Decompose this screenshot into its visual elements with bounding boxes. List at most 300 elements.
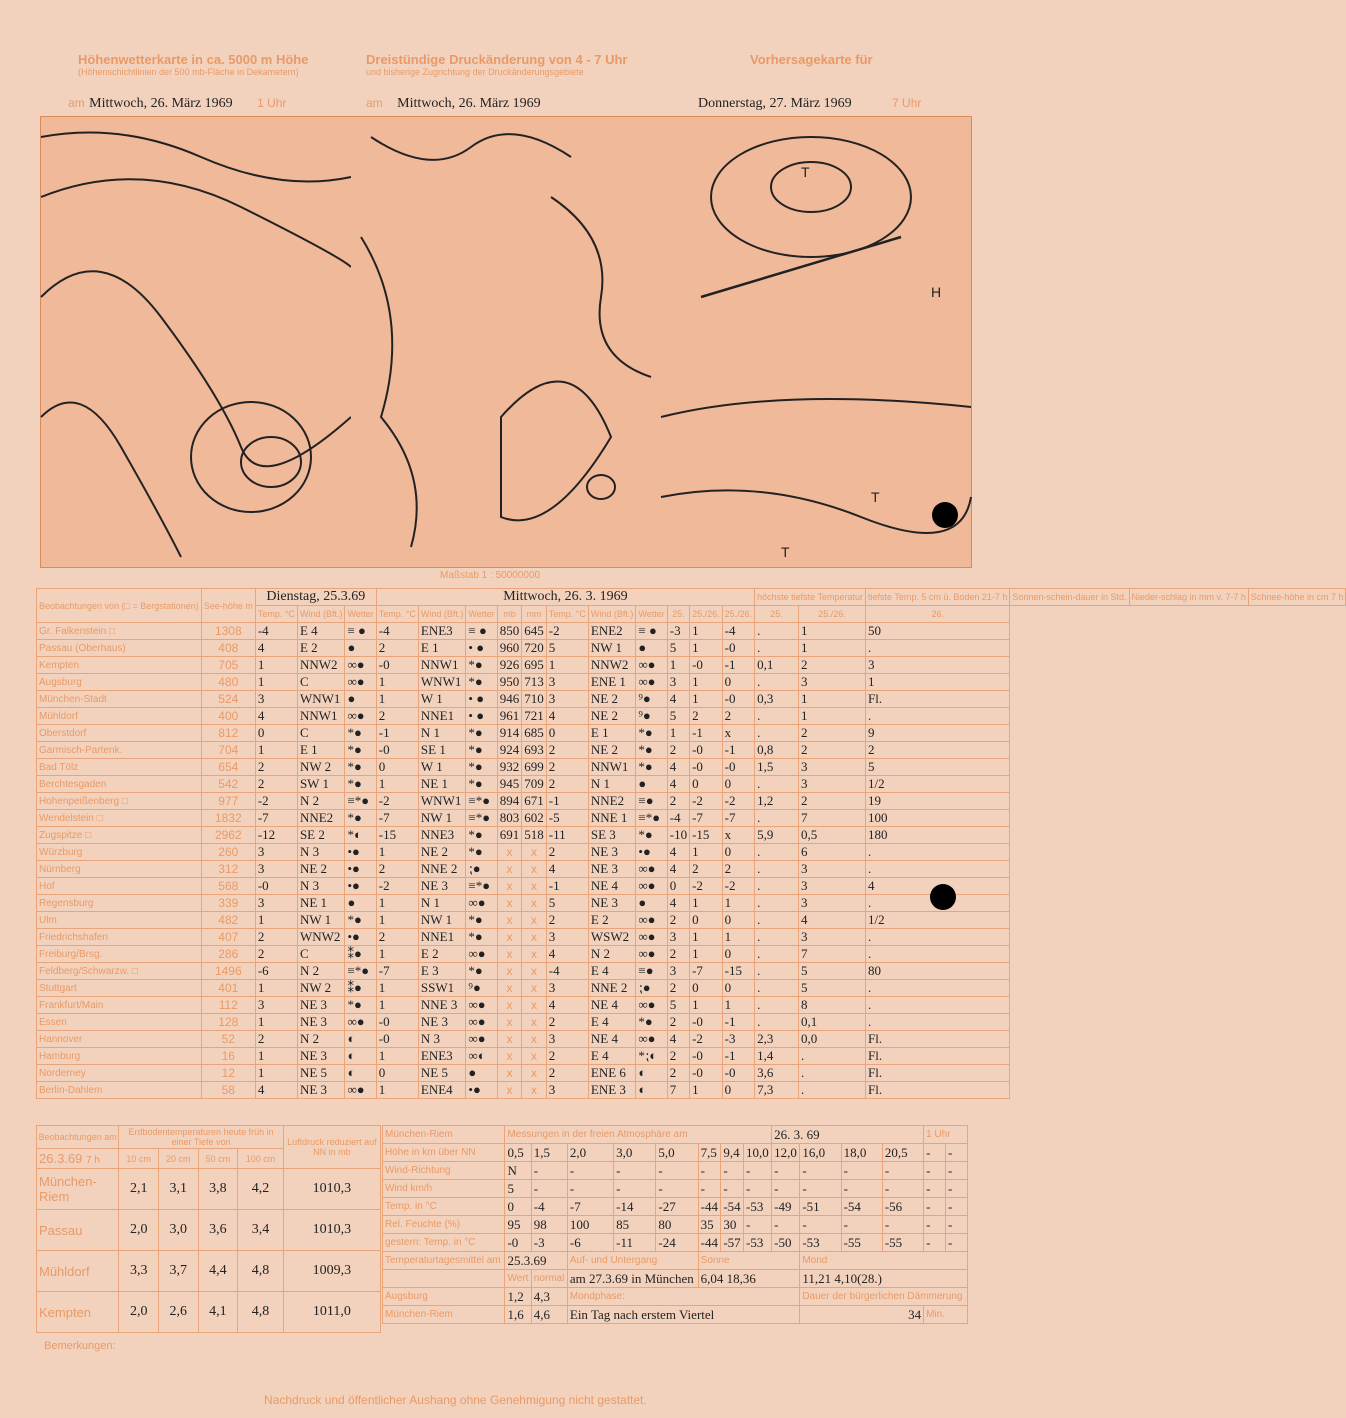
obs-cell: *● — [636, 759, 667, 776]
pressure-change-map-drawing — [351, 117, 661, 567]
atmo-cell: - — [698, 1180, 721, 1198]
obs-cell: N 2 — [297, 963, 345, 980]
obs-cell: 1 — [376, 674, 418, 691]
obs-cell: NNW1 — [297, 708, 345, 725]
atmo-label: Temp. in °C — [383, 1198, 505, 1216]
soil-cell: 3,4 — [238, 1210, 284, 1251]
obs-cell: x — [522, 844, 547, 861]
obs-cell: -3 — [667, 623, 689, 640]
obs-cell: SW 1 — [297, 776, 345, 793]
rise-label: Auf- und Untergang — [567, 1252, 698, 1270]
obs-cell: 1 — [255, 1048, 297, 1065]
atmo-cell: 5,0 — [656, 1144, 698, 1162]
table-row — [383, 1216, 968, 1234]
obs-cell: 3 — [667, 674, 689, 691]
obs-cell: 1 — [690, 623, 723, 640]
obs-cell: NE 2 — [418, 844, 466, 861]
station-name: Passau (Oberhaus) — [37, 640, 202, 657]
obs-subheader: Temp. °C — [376, 606, 418, 623]
atmo-cell: - — [882, 1162, 923, 1180]
obs-subheader: Wind (Bft.) — [418, 606, 466, 623]
obs-cell: 1,4 — [755, 1048, 799, 1065]
map2-subtitle: und bisherige Zugrichtung der Druckänderungsgebiete — [366, 67, 584, 77]
obs-cell: 3 — [255, 691, 297, 708]
obs-cell: 0 — [722, 844, 755, 861]
obs-cell: NE 2 — [588, 691, 636, 708]
obs-cell: 3 — [798, 776, 865, 793]
obs-cell: ● — [345, 691, 376, 708]
obs-cell: 2 — [722, 708, 755, 725]
obs-cell: 4 — [546, 946, 588, 963]
obs-cell: -0 — [722, 640, 755, 657]
obs-cell: *● — [345, 810, 376, 827]
obs-cell: 50 — [866, 623, 1010, 640]
atmo-cell: - — [945, 1144, 967, 1162]
obs-cell: ⁑● — [345, 980, 376, 997]
obs-cell: 1,2 — [755, 793, 799, 810]
soil-cell: 4,8 — [238, 1251, 284, 1292]
obs-cell: NNE 3 — [418, 997, 466, 1014]
obs-cell: WSW2 — [588, 929, 636, 946]
obs-cell: NNE1 — [418, 708, 466, 725]
obs-subheader: Wind (Bft.) — [297, 606, 345, 623]
obs-cell: . — [755, 810, 799, 827]
obs-subheader-date: 25. — [755, 606, 799, 623]
obs-cell: 1 — [798, 691, 865, 708]
obs-cell: SE 2 — [297, 827, 345, 844]
obs-cell: *● — [636, 742, 667, 759]
obs-cell: NE 3 — [418, 1014, 466, 1031]
table-row — [37, 776, 1346, 793]
obs-cell: *● — [466, 759, 497, 776]
obs-cell: x — [497, 1048, 522, 1065]
soil-cell: 1010,3 — [283, 1210, 380, 1251]
obs-cell: NW 2 — [297, 980, 345, 997]
obs-cell: 3 — [798, 878, 865, 895]
obs-cell: ● — [636, 895, 667, 912]
obs-header-min: tiefste Temp. 5 cm ü. Boden 21-7 h — [866, 589, 1010, 606]
atmo-cell: -50 — [772, 1234, 800, 1252]
obs-cell: ● — [345, 640, 376, 657]
obs-cell: 1 — [690, 997, 723, 1014]
obs-cell: 16 — [201, 1048, 255, 1065]
obs-cell: 1 — [255, 1065, 297, 1082]
obs-cell: 1 — [798, 640, 865, 657]
station-name: Berchtesgaden — [37, 776, 202, 793]
obs-header-max: höchste tiefste Temperatur — [755, 589, 866, 606]
riem-label: München-Riem — [383, 1306, 505, 1324]
obs-subheader-date: 25. — [667, 606, 689, 623]
obs-cell: 2 — [255, 946, 297, 963]
station-name: Augsburg — [37, 674, 202, 691]
obs-cell: 693 — [522, 742, 547, 759]
obs-cell: 1 — [376, 691, 418, 708]
obs-cell: ∞● — [636, 929, 667, 946]
atmo-cell: 9,4 — [721, 1144, 744, 1162]
table-row — [37, 912, 1346, 929]
obs-cell: 685 — [522, 725, 547, 742]
obs-cell: x — [497, 895, 522, 912]
obs-cell: x — [497, 1014, 522, 1031]
obs-cell: x — [497, 1082, 522, 1099]
obs-cell: 1/2 — [866, 776, 1010, 793]
atmo-cell: -44 — [698, 1234, 721, 1252]
obs-cell: -6 — [255, 963, 297, 980]
obs-cell: x — [497, 946, 522, 963]
obs-cell: 720 — [522, 640, 547, 657]
obs-cell: . — [755, 929, 799, 946]
obs-cell: 2 — [667, 980, 689, 997]
obs-cell: . — [755, 980, 799, 997]
station-name: Hamburg — [37, 1048, 202, 1065]
obs-cell: 1/2 — [866, 912, 1010, 929]
obs-cell: 0,3 — [755, 691, 799, 708]
obs-cell: -4 — [546, 963, 588, 980]
remarks-label: Bemerkungen: — [44, 1340, 116, 1352]
obs-cell: x — [522, 1065, 547, 1082]
obs-header-station: Beobachtungen von (□ = Bergstationen) — [37, 589, 202, 623]
obs-cell: NE 4 — [588, 1031, 636, 1048]
obs-cell: NNW1 — [418, 657, 466, 674]
soil-cell: 2,6 — [158, 1292, 198, 1333]
obs-cell: NE 3 — [418, 878, 466, 895]
obs-cell: 1 — [690, 1082, 723, 1099]
table-row — [37, 878, 1346, 895]
station-name: Gr. Falkenstein □ — [37, 623, 202, 640]
map1-subtitle: (Höhenschichtlinien der 500 mb-Fläche in Dekametern) — [78, 67, 299, 77]
obs-cell: 3 — [866, 657, 1010, 674]
obs-cell: E 1 — [297, 742, 345, 759]
obs-cell: 2 — [255, 1031, 297, 1048]
atmo-cell: - — [800, 1216, 841, 1234]
obs-cell: 128 — [201, 1014, 255, 1031]
atmo-title: Messungen in der freien Atmosphäre am — [505, 1126, 772, 1144]
soil-station: Mühldorf — [37, 1251, 119, 1292]
obs-cell: 2 — [722, 861, 755, 878]
atmo-cell: 30 — [721, 1216, 744, 1234]
atmo-cell: - — [882, 1180, 923, 1198]
atmo-cell: - — [945, 1198, 967, 1216]
obs-cell: 950 — [497, 674, 522, 691]
atmo-cell: N — [505, 1162, 531, 1180]
atmo-label: Wind-Richtung — [383, 1162, 505, 1180]
obs-header-day2: Mittwoch, 26. 3. 1969 — [376, 589, 754, 606]
obs-cell: 2 — [667, 1048, 689, 1065]
obs-cell: NE 3 — [588, 844, 636, 861]
table-row — [37, 1082, 1346, 1099]
obs-cell: NE 3 — [588, 895, 636, 912]
obs-cell: 2 — [798, 725, 865, 742]
obs-cell: 4 — [255, 640, 297, 657]
obs-cell: -4 — [667, 810, 689, 827]
obs-cell: W 1 — [418, 759, 466, 776]
atmo-cell: - — [744, 1216, 772, 1234]
obs-cell: ◐ — [345, 1065, 376, 1082]
table-row — [37, 623, 1346, 640]
obs-cell: N 3 — [297, 878, 345, 895]
obs-cell: x — [522, 946, 547, 963]
obs-cell: NNE 2 — [588, 980, 636, 997]
obs-cell: 2 — [667, 1014, 689, 1031]
table-row — [383, 1144, 968, 1162]
obs-cell: . — [798, 1065, 865, 1082]
atmo-cell: - — [531, 1162, 567, 1180]
atmo-cell: - — [744, 1180, 772, 1198]
station-name: Würzburg — [37, 844, 202, 861]
footer-note: Nachdruck und öffentlicher Aushang ohne Genehmigung nicht gestattet. — [264, 1393, 647, 1407]
atmo-cell: 100 — [567, 1216, 613, 1234]
obs-cell: NE 3 — [588, 861, 636, 878]
obs-cell: N 3 — [297, 844, 345, 861]
obs-cell: 709 — [522, 776, 547, 793]
obs-cell: *● — [636, 827, 667, 844]
obs-cell: 9 — [866, 725, 1010, 742]
obs-cell: NE 3 — [297, 1014, 345, 1031]
obs-cell: 3 — [667, 963, 689, 980]
svg-text:T: T — [781, 544, 790, 560]
soil-station: Passau — [37, 1210, 119, 1251]
obs-cell: 7 — [667, 1082, 689, 1099]
obs-cell: ● — [345, 895, 376, 912]
weather-maps — [40, 116, 972, 568]
obs-cell: 1 — [376, 946, 418, 963]
obs-cell: -1 — [546, 878, 588, 895]
obs-cell: NE 3 — [297, 1048, 345, 1065]
obs-cell: ∞● — [636, 997, 667, 1014]
obs-cell: 705 — [201, 657, 255, 674]
obs-cell: E 3 — [418, 963, 466, 980]
soil-header-pressure: Luftdruck reduziert auf NN in mb — [283, 1126, 380, 1169]
obs-cell: x — [522, 912, 547, 929]
obs-cell: -0 — [376, 1031, 418, 1048]
station-name: Feldberg/Schwarzw. □ — [37, 963, 202, 980]
table-row — [37, 997, 1346, 1014]
obs-cell: 1 — [376, 895, 418, 912]
obs-cell: 977 — [201, 793, 255, 810]
obs-cell: . — [755, 776, 799, 793]
obs-cell: *● — [345, 759, 376, 776]
obs-cell: 8 — [798, 997, 865, 1014]
map2-am: am — [366, 96, 383, 110]
map3-date-line — [698, 94, 921, 112]
obs-cell: 2 — [546, 742, 588, 759]
station-name: Kempten — [37, 657, 202, 674]
obs-cell: 1 — [376, 844, 418, 861]
obs-cell: 3 — [546, 674, 588, 691]
obs-cell: 0 — [722, 980, 755, 997]
station-name: Mühldorf — [37, 708, 202, 725]
obs-cell: 926 — [497, 657, 522, 674]
atmo-cell: -11 — [614, 1234, 656, 1252]
obs-cell: 4 — [667, 691, 689, 708]
obs-cell: 924 — [497, 742, 522, 759]
soil-cell: 3,0 — [158, 1210, 198, 1251]
obs-header-height: See-höhe m — [201, 589, 255, 623]
atmo-cell: -53 — [744, 1234, 772, 1252]
obs-cell: •● — [345, 929, 376, 946]
atmo-cell: - — [945, 1234, 967, 1252]
station-name: Wendelstein □ — [37, 810, 202, 827]
obs-cell: NW 1 — [588, 640, 636, 657]
obs-cell: •● — [345, 878, 376, 895]
obs-cell: -2 — [690, 1031, 723, 1048]
station-name: Freiburg/Brsg. — [37, 946, 202, 963]
obs-cell: x — [522, 861, 547, 878]
obs-cell: ⁏● — [466, 861, 497, 878]
obs-cell: . — [866, 640, 1010, 657]
atmo-cell: - — [744, 1162, 772, 1180]
atmo-cell: -44 — [698, 1198, 721, 1216]
obs-cell: NE 5 — [297, 1065, 345, 1082]
obs-cell: 0 — [690, 980, 723, 997]
station-name: Frankfurt/Main — [37, 997, 202, 1014]
obs-cell: ENE4 — [418, 1082, 466, 1099]
obs-cell: 5 — [667, 708, 689, 725]
obs-cell: 961 — [497, 708, 522, 725]
obs-cell: 0 — [722, 946, 755, 963]
obs-cell: -4 — [255, 623, 297, 640]
obs-cell: 1832 — [201, 810, 255, 827]
obs-cell: 1 — [690, 844, 723, 861]
atmo-cell: 7,5 — [698, 1144, 721, 1162]
obs-cell: E 1 — [588, 725, 636, 742]
obs-cell: -0 — [690, 742, 723, 759]
augsburg-label: Augsburg — [383, 1288, 505, 1306]
tmean-label: Temperaturtagesmittel am — [383, 1252, 505, 1270]
observations-table — [36, 588, 1346, 1099]
obs-cell: . — [755, 844, 799, 861]
obs-cell: -15 — [376, 827, 418, 844]
obs-subheader: mb — [497, 606, 522, 623]
obs-cell: 5 — [866, 759, 1010, 776]
obs-cell: -7 — [255, 810, 297, 827]
soil-station: München-Riem — [37, 1169, 119, 1210]
obs-cell: 850 — [497, 623, 522, 640]
obs-cell: NE 3 — [297, 997, 345, 1014]
upper-air-map — [41, 117, 352, 567]
atmo-cell: -54 — [841, 1198, 882, 1216]
station-name: München-Stadt — [37, 691, 202, 708]
obs-cell: *● — [466, 844, 497, 861]
obs-cell: -0 — [690, 657, 723, 674]
soil-cell: 4,4 — [198, 1251, 238, 1292]
soil-cell: 3,3 — [119, 1251, 159, 1292]
obs-cell: 1 — [546, 657, 588, 674]
obs-cell: -1 — [690, 725, 723, 742]
map1-date-line — [68, 94, 286, 112]
sonne-label: Sonne — [698, 1252, 800, 1270]
obs-cell: 691 — [497, 827, 522, 844]
obs-cell: N 1 — [418, 725, 466, 742]
obs-cell: -1 — [722, 657, 755, 674]
obs-subheader: Wetter — [345, 606, 376, 623]
obs-cell: 5 — [667, 640, 689, 657]
obs-cell: 1 — [667, 657, 689, 674]
atmo-cell: 10,0 — [744, 1144, 772, 1162]
obs-cell: 339 — [201, 895, 255, 912]
obs-cell: -1 — [376, 725, 418, 742]
obs-cell: 0 — [722, 912, 755, 929]
obs-cell: -2 — [255, 793, 297, 810]
obs-cell: 2 — [546, 844, 588, 861]
station-name: Hannover — [37, 1031, 202, 1048]
obs-cell: x — [522, 1082, 547, 1099]
obs-cell: Fl. — [866, 1048, 1010, 1065]
obs-cell: NE 2 — [297, 861, 345, 878]
obs-cell: 1 — [376, 997, 418, 1014]
obs-cell: *● — [466, 776, 497, 793]
obs-cell: NNE2 — [588, 793, 636, 810]
obs-cell: 568 — [201, 878, 255, 895]
obs-cell: 2 — [667, 793, 689, 810]
obs-header-day1: Dienstag, 25.3.69 — [255, 589, 376, 606]
atmo-cell: 0,5 — [505, 1144, 531, 1162]
map2-date-line — [366, 94, 541, 112]
atmo-cell: -53 — [744, 1198, 772, 1216]
obs-cell: ∞● — [636, 912, 667, 929]
obs-cell: NW 1 — [418, 810, 466, 827]
map-scale: Maßstab 1 : 50000000 — [440, 570, 541, 581]
obs-cell: E 4 — [297, 623, 345, 640]
obs-cell: 5 — [546, 640, 588, 657]
obs-cell: . — [755, 946, 799, 963]
soil-cell: 4,2 — [238, 1169, 284, 1210]
obs-cell: WNW1 — [418, 793, 466, 810]
map1-date: Mittwoch, 26. März 1969 — [89, 96, 233, 111]
obs-cell: E 4 — [588, 1048, 636, 1065]
obs-cell: x — [522, 963, 547, 980]
obs-cell: 2 — [798, 793, 865, 810]
obs-cell: • ● — [466, 640, 497, 657]
obs-cell: -7 — [376, 810, 418, 827]
obs-cell: 2 — [690, 708, 723, 725]
obs-cell: -0 — [255, 878, 297, 895]
atmo-cell: 80 — [656, 1216, 698, 1234]
table-row — [37, 1292, 381, 1333]
obs-cell: -15 — [722, 963, 755, 980]
obs-cell: *● — [466, 742, 497, 759]
obs-cell: 2 — [546, 759, 588, 776]
obs-cell: ENE 1 — [588, 674, 636, 691]
obs-cell: 3 — [546, 1082, 588, 1099]
obs-cell: 2 — [255, 929, 297, 946]
table-row — [37, 946, 1346, 963]
soil-depth: 10 cm — [119, 1149, 159, 1169]
obs-cell: 2 — [546, 1048, 588, 1065]
obs-cell: . — [755, 861, 799, 878]
obs-cell: 914 — [497, 725, 522, 742]
obs-cell: 3 — [255, 844, 297, 861]
obs-cell: 1 — [255, 742, 297, 759]
table-row — [383, 1234, 968, 1252]
obs-cell: ● — [636, 776, 667, 793]
obs-cell: N 1 — [588, 776, 636, 793]
map3-title: Vorhersagekarte für — [750, 52, 873, 67]
obs-cell: . — [755, 1014, 799, 1031]
obs-subheader-date: 25./26. — [722, 606, 755, 623]
obs-header-snow: Schnee-höhe in cm 7 h — [1248, 589, 1346, 606]
obs-cell: •● — [345, 844, 376, 861]
obs-cell: 0 — [722, 674, 755, 691]
obs-cell: ∞◐ — [466, 1048, 497, 1065]
obs-cell: 7 — [798, 810, 865, 827]
atmo-cell: -54 — [721, 1198, 744, 1216]
atmo-cell: -53 — [800, 1234, 841, 1252]
obs-cell: NNW2 — [588, 657, 636, 674]
obs-cell: 695 — [522, 657, 547, 674]
obs-cell: NE 5 — [418, 1065, 466, 1082]
obs-cell: 4 — [667, 1031, 689, 1048]
